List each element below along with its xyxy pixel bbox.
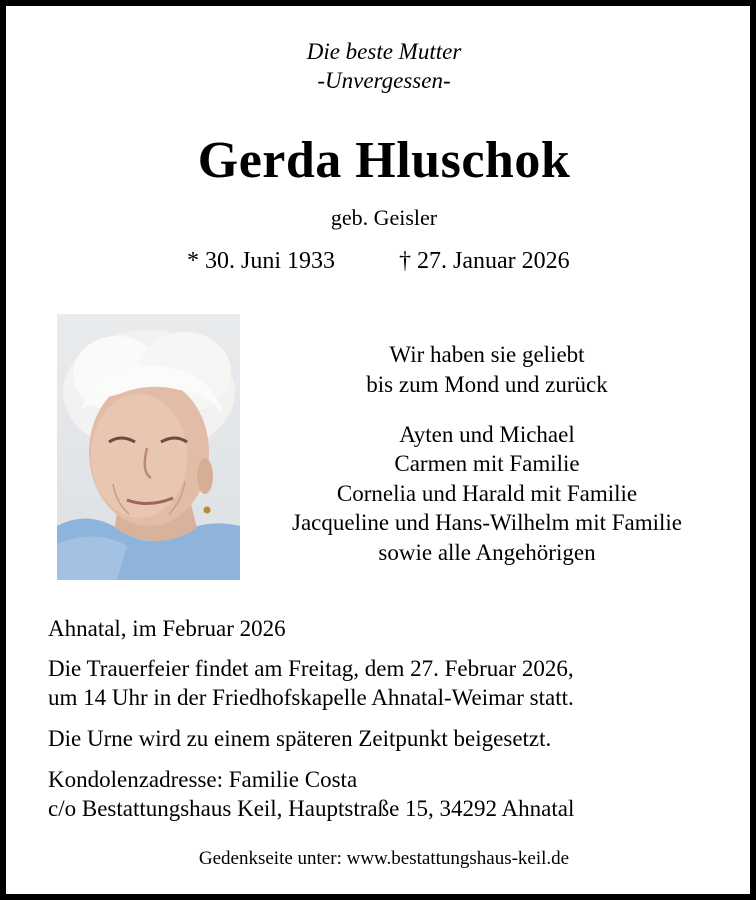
memorial-page-link: Gedenkseite unter: www.bestattungshaus-keil.de <box>198 848 570 869</box>
portrait-illustration <box>57 314 240 580</box>
motto-line-1: Die beste Mutter <box>306 39 462 64</box>
mourner-5: sowie alle Angehörigen <box>378 540 596 565</box>
mourner-1: Ayten und Michael <box>399 422 575 447</box>
place-date: Ahnatal, im Februar 2026 <box>48 616 286 641</box>
mourner-3: Cornelia und Harald mit Familie <box>336 481 638 506</box>
tribute-line-2: bis zum Mond und zurück <box>366 372 608 397</box>
motto-line-2: -Unvergessen- <box>317 68 451 93</box>
mourner-2: Carmen mit Familie <box>394 451 580 476</box>
deceased-name: Gerda Hluschok <box>197 132 571 189</box>
birth-date: * 30. Juni 1933 <box>187 248 336 274</box>
condolence-line-2: c/o Bestattungshaus Keil, Hauptstraße 15, 34292 Ahnatal <box>48 796 575 821</box>
death-date: † 27. Januar 2026 <box>399 248 570 274</box>
condolence-line-1: Kondolenzadresse: Familie Costa <box>48 767 358 792</box>
ceremony-line-2: um 14 Uhr in der Friedhofskapelle Ahnatal-Weimar statt. <box>48 685 574 710</box>
tribute-line-1: Wir haben sie geliebt <box>389 342 585 367</box>
ceremony-line-1: Die Trauerfeier findet am Freitag, dem 27. Februar 2026, <box>48 656 574 681</box>
birth-name: geb. Geisler <box>330 205 438 230</box>
mourner-4: Jacqueline und Hans-Wilhelm mit Familie <box>292 510 682 535</box>
urn-text: Die Urne wird zu einem späteren Zeitpunkt beigesetzt. <box>48 726 552 751</box>
portrait-photo <box>57 314 240 580</box>
